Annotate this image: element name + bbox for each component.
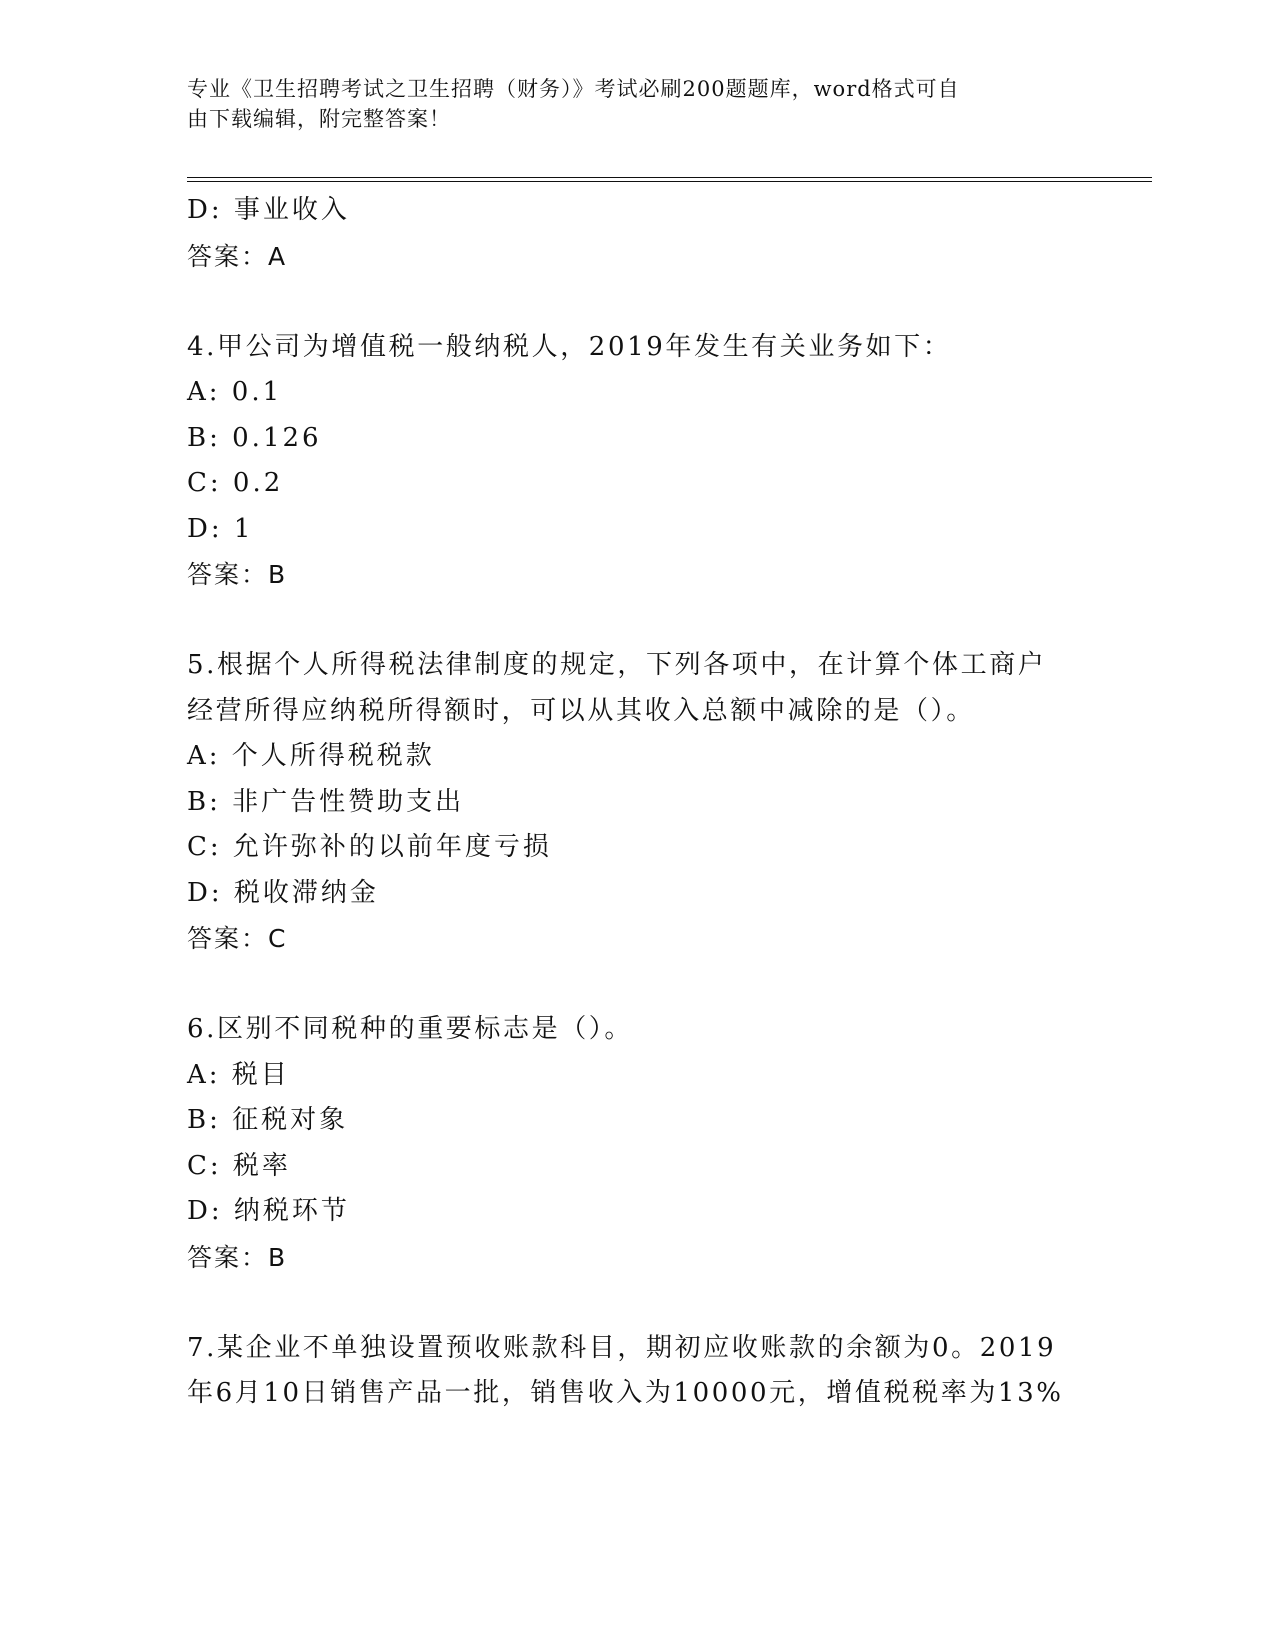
question-5 [187, 643, 1087, 962]
option-a: A: 0.1 [187, 377, 283, 407]
question-stem: 4.甲公司为增值税一般纳税人，2019年发生有关业务如下： [187, 331, 952, 362]
question-stem-continued: 年6月10日销售产品一批，销售收入为10000元，增值税税率为13% [187, 1378, 1064, 1408]
option-d: D: 纳税环节 [187, 1196, 350, 1226]
spacer [187, 598, 1087, 644]
question-7 [187, 1326, 1087, 1417]
header-line-1: 专业《卫生招聘考试之卫生招聘（财务）》考试必刷200题题库，word格式可自 [187, 77, 960, 101]
answer-line: 答案：B [187, 1242, 288, 1272]
question-stem: 6.区别不同税种的重要标志是（）。 [187, 1014, 634, 1044]
option-a: A: 税目 [187, 1059, 290, 1090]
question-stem-continued: 经营所得应纳税所得额时，可以从其收入总额中减除的是（）。 [187, 695, 975, 726]
spacer [187, 1280, 1087, 1326]
question-6 [187, 1007, 1087, 1280]
document-header [187, 74, 1067, 134]
option-d: D: 事业收入 [187, 195, 350, 225]
option-c: C: 允许弥补的以前年度亏损 [187, 832, 552, 862]
answer-line: 答案：C [187, 924, 288, 953]
header-divider-top [187, 177, 1152, 178]
question-stem: 5.根据个人所得税法律制度的规定，下列各项中，在计算个体工商户 [187, 650, 1047, 680]
option-a: A: 个人所得税税款 [187, 741, 435, 771]
spacer [187, 279, 1087, 325]
option-b: B: 非广告性赞助支出 [187, 786, 465, 817]
option-c: C: 税率 [187, 1150, 291, 1181]
option-d: D: 税收滞纳金 [187, 877, 379, 908]
option-c: C: 0.2 [187, 468, 284, 498]
header-line-2: 由下载编辑，附完整答案！ [187, 107, 451, 131]
answer-line: 答案：B [187, 560, 288, 589]
header-divider-bottom [187, 181, 1152, 182]
document-body [187, 188, 1087, 1417]
question-4 [187, 325, 1087, 598]
question-stem: 7.某企业不单独设置预收账款科目，期初应收账款的余额为0。2019 [187, 1332, 1057, 1363]
option-b: B: 征税对象 [187, 1105, 349, 1135]
spacer [187, 962, 1087, 1008]
option-d: D: 1 [187, 513, 254, 544]
answer-line: 答案：A [187, 241, 288, 271]
option-b: B: 0.126 [187, 422, 322, 453]
previous-question-tail [187, 188, 1087, 279]
